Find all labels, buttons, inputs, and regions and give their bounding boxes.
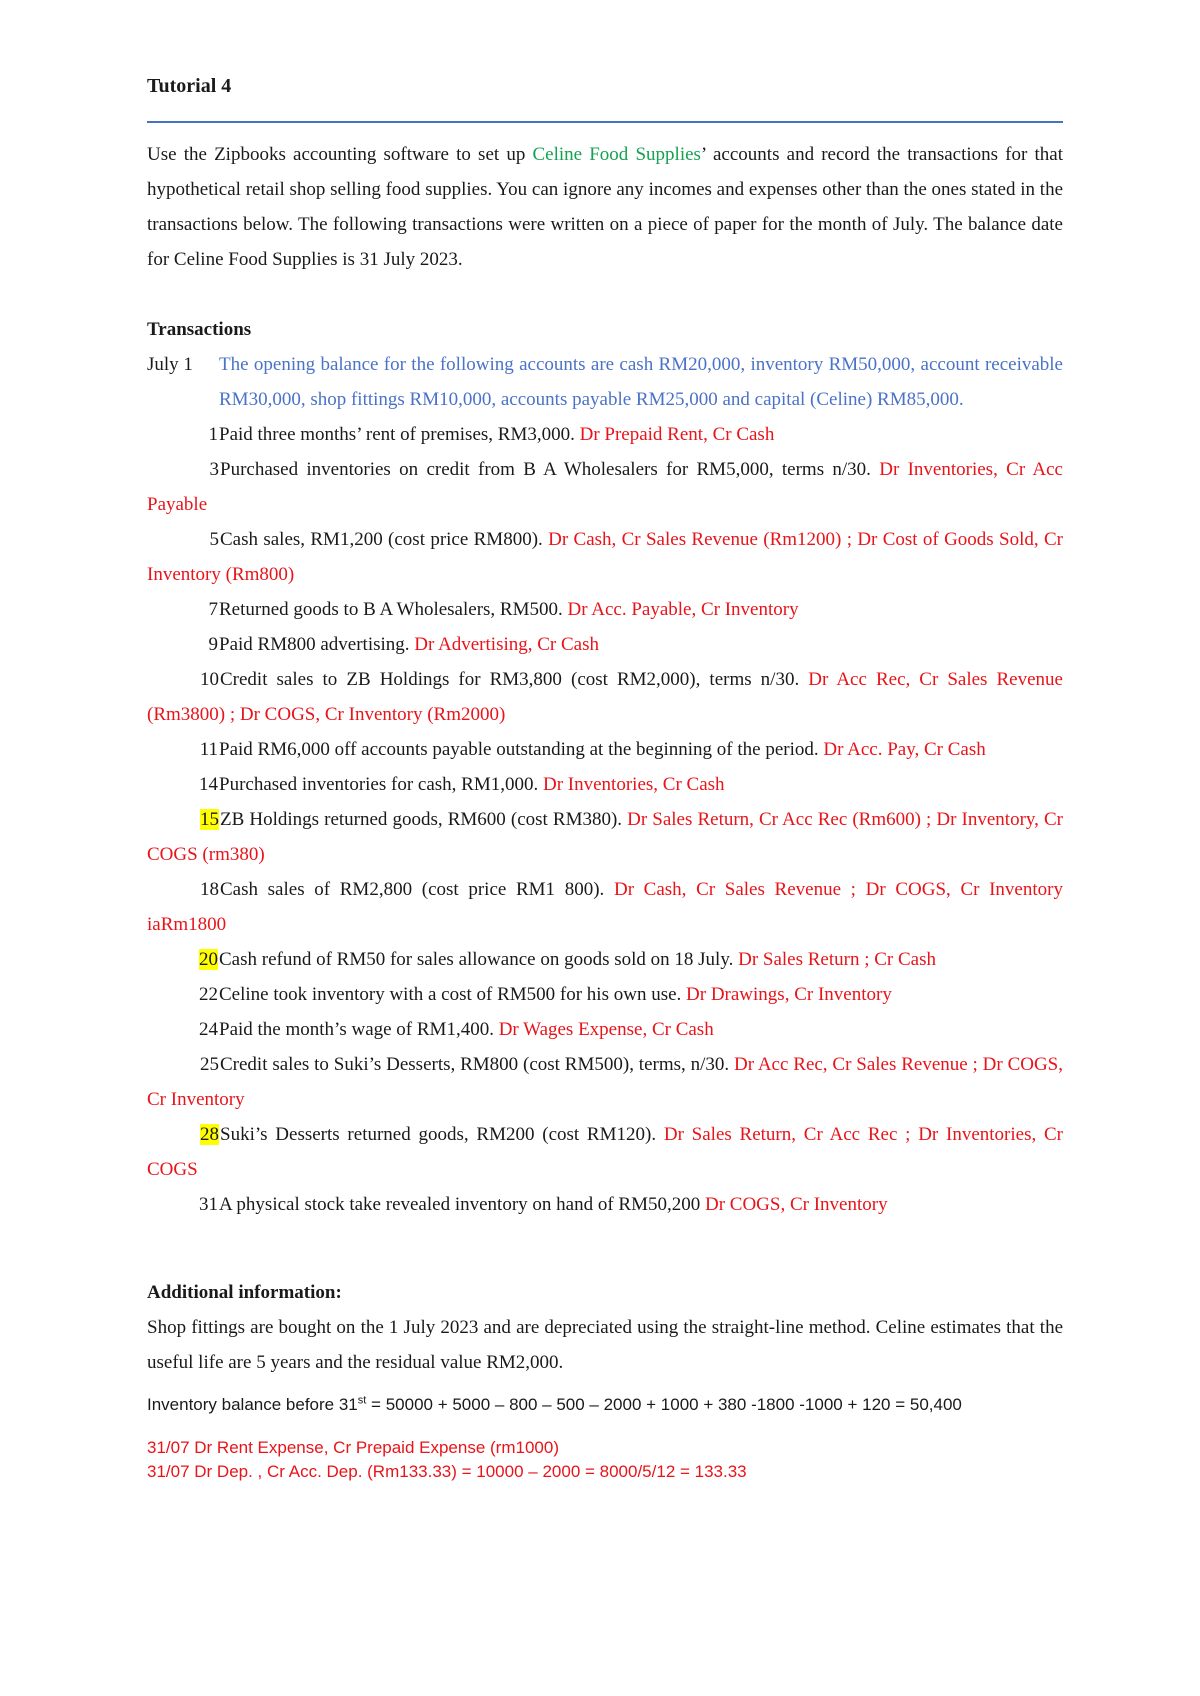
opening-balance-text: The opening balance for the following accounts are cash RM20,000, inventory RM50,000, account receivable RM30,000, shop fittings RM10,000, accounts payable RM25,000 and capital (Celine) RM85,000. xyxy=(219,354,1063,410)
transaction-row xyxy=(147,767,1063,802)
transaction-day xyxy=(147,1117,219,1152)
title-divider xyxy=(147,121,1063,123)
transaction-row xyxy=(147,627,1063,662)
transaction-description: Paid RM6,000 off accounts payable outstanding at the beginning of the period. xyxy=(219,739,824,760)
transaction-row xyxy=(147,1117,1063,1187)
inventory-note-text: Inventory balance before 31 xyxy=(147,1395,358,1414)
day-highlight: 20 xyxy=(199,949,218,970)
additional-paragraph: Shop fittings are bought on the 1 July 2023 and are depreciated using the straight-line method. Celine estimates that the useful life are 5 years and the residual value RM2,000. xyxy=(147,1317,1063,1373)
transaction-row xyxy=(147,592,1063,627)
transaction-row xyxy=(147,417,1063,452)
transaction-row xyxy=(147,1047,1063,1117)
day-highlight: 15 xyxy=(200,809,219,830)
journal-entry: Dr Acc. Payable, Cr Inventory xyxy=(567,599,799,620)
transaction-text xyxy=(219,942,1063,977)
transaction-day: 25 xyxy=(200,1054,219,1075)
transaction-row xyxy=(147,872,1063,942)
spacer xyxy=(147,1380,1063,1390)
transaction-day: 1 xyxy=(208,424,218,445)
transaction-description: A physical stock take revealed inventory on hand of RM50,200 xyxy=(219,1194,705,1215)
transaction-day: 18 xyxy=(200,879,219,900)
transaction-row xyxy=(147,732,1063,767)
spacer xyxy=(147,1222,1063,1275)
inventory-note-sup: st xyxy=(357,1394,367,1407)
adjustment-depreciation: 31/07 Dr Dep. , Cr Acc. Dep. (Rm133.33) = 10000 – 2000 = 8000/5/12 = 133.33 xyxy=(147,1462,747,1481)
transaction-text xyxy=(219,627,1063,662)
journal-entry: Dr Prepaid Rent, Cr Cash xyxy=(579,424,775,445)
transaction-row xyxy=(147,347,1063,417)
transaction-description: Cash refund of RM50 for sales allowance on goods sold on 18 July. xyxy=(219,949,739,970)
document-body xyxy=(147,70,1063,1484)
transaction-text xyxy=(219,977,1063,1012)
transaction-description: Purchased inventories for cash, RM1,000. xyxy=(219,774,543,795)
transaction-text xyxy=(219,592,1063,627)
journal-entry: Dr Acc. Pay, Cr Cash xyxy=(823,739,986,760)
transaction-day xyxy=(147,802,219,837)
journal-entry: Dr Drawings, Cr Inventory xyxy=(686,984,892,1005)
transaction-row xyxy=(147,802,1063,872)
journal-entry: Dr Acc Rec, Cr Sales Revenue ; Dr COGS, Cr Inventory xyxy=(147,1054,1063,1110)
transaction-text xyxy=(219,732,1063,767)
transactions-list xyxy=(147,347,1063,1222)
transaction-row xyxy=(147,662,1063,732)
transaction-day xyxy=(147,942,219,977)
transaction-text xyxy=(219,1012,1063,1047)
intro-before: Use the Zipbooks accounting software to set up xyxy=(147,144,533,165)
spacer xyxy=(147,277,1063,312)
journal-entry: Dr Cash, Cr Sales Revenue ; Dr COGS, Cr Inventory iaRm1800 xyxy=(147,879,1063,935)
transaction-day: 22 xyxy=(199,984,218,1005)
transaction-day: July 1 xyxy=(147,354,193,375)
journal-entry: Dr Acc Rec, Cr Sales Revenue (Rm3800) ; Dr COGS, Cr Inventory (Rm2000) xyxy=(147,669,1063,725)
transaction-day: 7 xyxy=(208,599,218,620)
transaction-description: Credit sales to Suki’s Desserts, RM800 (cost RM500), terms, n/30. xyxy=(220,1054,734,1075)
transaction-row xyxy=(147,1187,1063,1222)
journal-entry: Dr Sales Return, Cr Acc Rec ; Dr Inventories, Cr COGS xyxy=(147,1124,1064,1180)
transaction-day: 3 xyxy=(209,459,219,480)
journal-entry: Dr Wages Expense, Cr Cash xyxy=(498,1019,714,1040)
intro-after: ’ accounts and record the transactions for that hypothetical retail shop selling food supplies. You can ignore any incomes and expenses other than the ones stated in the transactions below. The following transactions were written on a piece of paper for the month of July. The balance date for Celine Food Supplies is 31 July 2023. xyxy=(147,144,1063,270)
transaction-day: 11 xyxy=(199,739,218,760)
transaction-row xyxy=(147,522,1063,592)
transaction-row xyxy=(147,452,1063,522)
transaction-day: 31 xyxy=(199,1194,218,1215)
inventory-note-calc: = 50000 + 5000 – 800 – 500 – 2000 + 1000 + 380 -1800 -1000 + 120 = 50,400 xyxy=(366,1395,962,1414)
inventory-balance-note xyxy=(147,1390,1063,1420)
transaction-row xyxy=(147,977,1063,1012)
transaction-description: Cash sales, RM1,200 (cost price RM800). xyxy=(220,529,549,550)
journal-entry: Dr Cash, Cr Sales Revenue (Rm1200) ; Dr Cost of Goods Sold, Cr Inventory (Rm800) xyxy=(147,529,1063,585)
transaction-description: Paid RM800 advertising. xyxy=(219,634,415,655)
spacer xyxy=(147,1420,1063,1436)
journal-entry: Dr Advertising, Cr Cash xyxy=(414,634,599,655)
transaction-description: Paid three months’ rent of premises, RM3,000. xyxy=(219,424,580,445)
transaction-row xyxy=(147,942,1063,977)
transaction-text xyxy=(219,1187,1063,1222)
transaction-description: ZB Holdings returned goods, RM600 (cost RM380). xyxy=(220,809,628,830)
transaction-description: Celine took inventory with a cost of RM500 for his own use. xyxy=(219,984,687,1005)
transaction-description: Suki’s Desserts returned goods, RM200 (cost RM120). xyxy=(220,1124,664,1145)
transaction-description: Paid the month’s wage of RM1,400. xyxy=(219,1019,499,1040)
transaction-description: Credit sales to ZB Holdings for RM3,800 (cost RM2,000), terms n/30. xyxy=(220,669,809,690)
transaction-text xyxy=(219,417,1063,452)
transaction-day: 10 xyxy=(200,669,219,690)
journal-entry: Dr Inventories, Cr Cash xyxy=(543,774,725,795)
additional-heading: Additional information: xyxy=(147,1282,342,1303)
adjustment-rent: 31/07 Dr Rent Expense, Cr Prepaid Expense (rm1000) xyxy=(147,1438,559,1457)
transaction-description: Returned goods to B A Wholesalers, RM500. xyxy=(219,599,568,620)
transaction-description: Purchased inventories on credit from B A Wholesalers for RM5,000, terms n/30. xyxy=(220,459,880,480)
journal-entry: Dr Sales Return ; Cr Cash xyxy=(738,949,936,970)
journal-entry: Dr COGS, Cr Inventory xyxy=(704,1194,888,1215)
transaction-day: 9 xyxy=(208,634,218,655)
journal-entry: Dr Sales Return, Cr Acc Rec (Rm600) ; Dr Inventory, Cr COGS (rm380) xyxy=(147,809,1063,865)
transaction-day: 24 xyxy=(199,1019,218,1040)
transaction-day: 5 xyxy=(209,529,219,550)
company-name: Celine Food Supplies xyxy=(532,144,701,165)
transaction-text xyxy=(219,767,1063,802)
transaction-description: Cash sales of RM2,800 (cost price RM1 800). xyxy=(220,879,614,900)
day-highlight: 28 xyxy=(200,1124,219,1145)
document-title: Tutorial 4 xyxy=(147,75,232,97)
transaction-row xyxy=(147,1012,1063,1047)
intro-paragraph xyxy=(147,137,1063,277)
transactions-heading: Transactions xyxy=(147,319,252,340)
journal-entry: Dr Inventories, Cr Acc Payable xyxy=(147,459,1063,515)
transaction-day: 14 xyxy=(199,774,218,795)
